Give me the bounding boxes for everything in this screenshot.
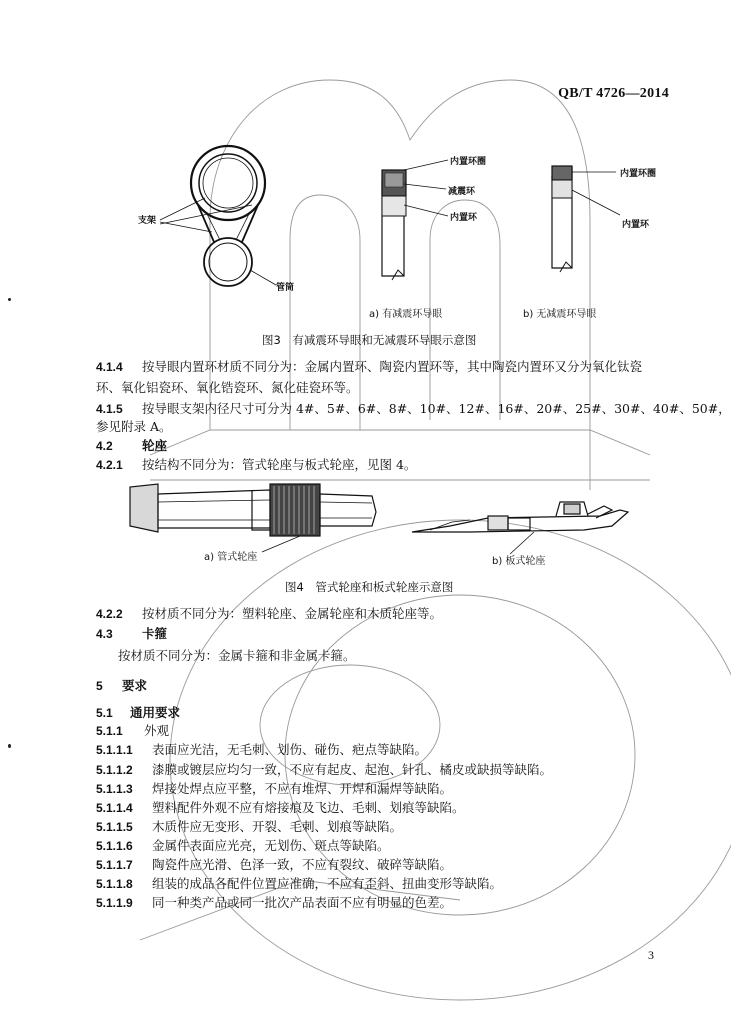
fig4-caption: 图4 管式轮座和板式轮座示意图 (285, 580, 454, 594)
fig3-sub-a: a) 有减震环导眼 (369, 309, 443, 320)
heading-5-1-1: 5.1.1 外观 (96, 723, 170, 738)
para-4-3: 按材质不同分为：金属卡箍和非金属卡箍。 (118, 648, 356, 663)
scan-mark (8, 298, 11, 301)
para-4-1-5: 4.1.5 按导眼支架内径尺寸可分为 4#、5#、6#、8#、10#、12#、16#、20#、25#、30#、40#、50#， (96, 401, 731, 416)
tube-seat-end (130, 484, 158, 532)
label-inner-ring-cover-b: 内置环圈 (620, 169, 657, 179)
item-5-1-1-5: 5.1.1.5 木质件应无变形、开裂、毛刺、划痕等缺陷。 (96, 819, 403, 834)
label-inner-ring-b: 内置环 (622, 220, 650, 230)
para-4-2-2: 4.2.2 按材质不同分为：塑料轮座、金属轮座和木质轮座等。 (96, 606, 443, 621)
para-4-1-4: 4.1.4 按导眼内置环材质不同分为：金属内置环、陶瓷内置环等，其中陶瓷内置环又分为氧化钛瓷 (96, 359, 643, 374)
heading-4-3: 4.3 卡箍 (96, 626, 168, 641)
item-5-1-1-9: 5.1.1.9 同一种类产品或同一批次产品表面不应有明显的色差。 (96, 895, 453, 910)
para-4-2-1: 4.2.1 按结构不同分为：管式轮座与板式轮座，见图 4。 (96, 457, 417, 472)
fig3-sub-b: b) 无减震环导眼 (523, 309, 597, 320)
label-bracket: 支架 (138, 216, 157, 226)
item-5-1-1-7: 5.1.1.7 陶瓷件应光滑、色泽一致，不应有裂纹、破碎等缺陷。 (96, 857, 453, 872)
item-5-1-1-1: 5.1.1.1 表面应光洁，无毛刺、划伤、碰伤、疤点等缺陷。 (96, 742, 428, 757)
item-5-1-1-2: 5.1.1.2 漆膜或镀层应均匀一致，不应有起皮、起泡、针孔、橘皮或缺损等缺陷。 (96, 762, 553, 777)
item-5-1-1-6: 5.1.1.6 金属件表面应光亮，无划伤、斑点等缺陷。 (96, 838, 390, 853)
standard-number: QB/T 4726—2014 (558, 86, 669, 101)
fig4-sub-a: a) 管式轮座 (204, 552, 258, 563)
heading-4-2: 4.2 轮座 (96, 438, 168, 453)
heading-5-1: 5.1 通用要求 (96, 705, 181, 720)
scan-mark (8, 744, 11, 748)
item-5-1-1-4: 5.1.1.4 塑料配件外观不应有熔接痕及飞边、毛刺、划痕等缺陷。 (96, 800, 465, 815)
label-inner-ring-a: 内置环 (450, 213, 478, 223)
heading-5: 5 要求 (96, 678, 148, 693)
para-4-1-4-cont: 环、氧化铝瓷环、氧化锆瓷环、氮化硅瓷环等。 (96, 380, 359, 395)
para-4-1-5-cont: 参见附录 A。 (96, 419, 172, 434)
item-5-1-1-8: 5.1.1.8 组装的成品各配件位置应准确，不应有歪斜、扭曲变形等缺陷。 (96, 876, 503, 891)
fig4-sub-b: b) 板式轮座 (492, 556, 546, 567)
label-inner-ring-cover-a: 内置环圈 (450, 157, 487, 167)
label-damping-ring: 减震环 (448, 187, 476, 197)
tube-seat-nut (270, 484, 320, 536)
item-5-1-1-3: 5.1.1.3 焊接处焊点应平整，不应有堆焊、开焊和漏焊等缺陷。 (96, 781, 453, 796)
page-number: 3 (648, 948, 654, 962)
fig3-caption: 图3 有减震环导眼和无减震环导眼示意图 (262, 333, 477, 347)
label-tube: 管筒 (276, 283, 295, 293)
